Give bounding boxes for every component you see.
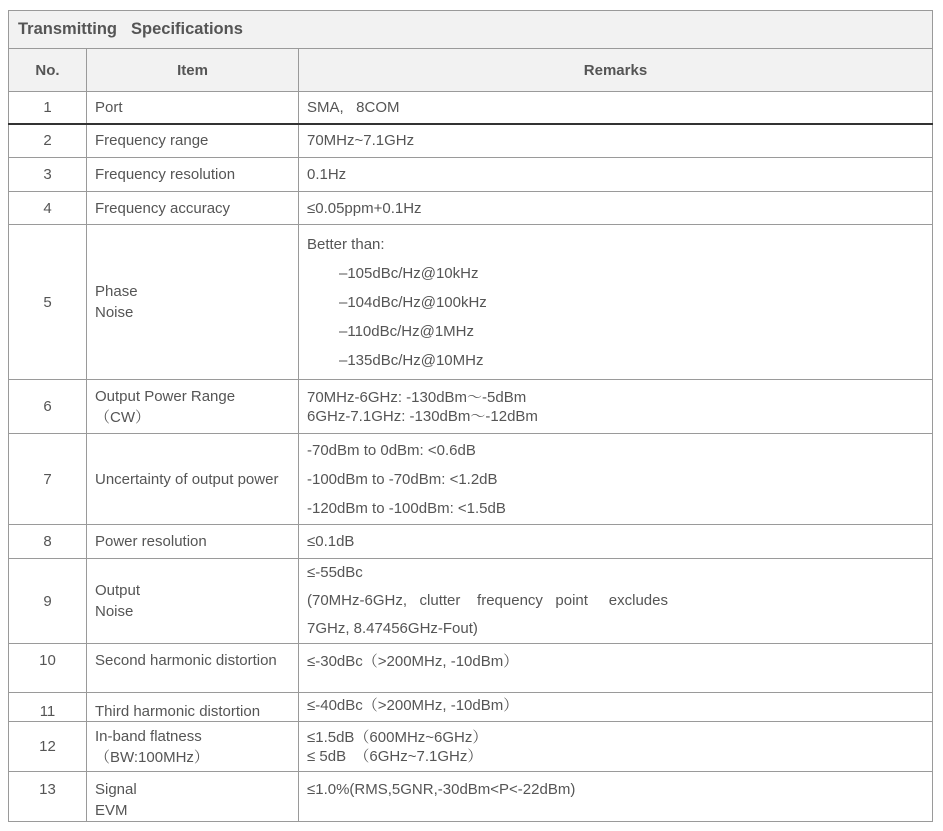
item-line: Frequency accuracy [95,199,231,217]
item-line: Output [95,582,141,599]
remark-line: 70MHz~7.1GHz [307,132,415,150]
item-line: （BW:100MHz） [95,748,209,766]
table-row [9,124,933,158]
remark-line: 70MHz-6GHz: -130dBm～-5dBm [307,388,527,406]
item-line: Frequency range [95,132,209,150]
remark-line: ≤1.5dB（600MHz~6GHz） [307,728,488,746]
table-row [9,559,933,644]
row-number: 9 [9,559,87,644]
row-number: 4 [9,192,87,225]
row-item [87,559,299,644]
item-line: Noise [95,304,134,321]
row-item [87,124,299,158]
table-row [9,225,933,380]
row-item [87,644,299,693]
row-number: 10 [9,644,87,693]
remark-line: Better than: [307,235,385,253]
item-line: Output Power Range [95,387,236,405]
specifications-table [8,10,933,822]
remark-line: -70dBm to 0dBm: <0.6dB [307,441,476,459]
remark-line: 0.1Hz [307,166,347,183]
row-item [87,693,299,722]
table-row [9,722,933,772]
item-line: Second harmonic distortion [95,652,277,669]
header-no: No. [9,49,87,92]
row-item [87,158,299,192]
row-number: 3 [9,158,87,192]
item-line: （CW） [95,408,150,426]
row-item [87,434,299,525]
row-number: 5 [9,225,87,380]
row-remarks [299,225,933,380]
row-item [87,225,299,380]
item-line: Frequency resolution [95,166,236,183]
item-line: Noise [95,603,134,620]
item-line: In-band flatness [95,727,202,745]
remark-line: ≤-55dBc [307,564,363,581]
remark-line: ≤-30dBc（>200MHz, -10dBm） [307,653,519,670]
table-row [9,158,933,192]
row-number: 12 [9,722,87,772]
table-row [9,693,933,722]
table-row [9,380,933,434]
row-number: 1 [9,92,87,124]
item-line: Signal [95,781,137,798]
table-row [9,772,933,822]
row-number: 13 [9,772,87,822]
row-number: 7 [9,434,87,525]
remark-line: SMA, 8COM [307,98,400,116]
item-line: Port [95,98,123,116]
remark-line: -120dBm to -100dBm: <1.5dB [307,499,506,517]
row-item [87,772,299,822]
table-row [9,192,933,225]
remark-line: –105dBc/Hz@10kHz [339,264,479,282]
header-row [9,49,933,92]
row-item [87,380,299,434]
row-remarks [299,722,933,772]
remark-line: ≤0.05ppm+0.1Hz [307,199,422,217]
remark-line: ≤1.0%(RMS,5GNR,-30dBm<P<-22dBm) [307,781,576,798]
remark-line: 6GHz-7.1GHz: -130dBm～-12dBm [307,407,538,425]
row-remarks [299,693,933,722]
row-remarks [299,772,933,822]
row-number: 2 [9,124,87,158]
table-row [9,92,933,124]
row-item [87,722,299,772]
row-remarks [299,92,933,124]
row-remarks [299,380,933,434]
table-row [9,525,933,559]
table-title-word2: Specifications [131,20,243,38]
row-item [87,525,299,559]
row-remarks [299,158,933,192]
row-remarks [299,525,933,559]
item-line: EVM [95,802,128,819]
item-line: Power resolution [95,533,207,550]
row-number: 8 [9,525,87,559]
row-item [87,92,299,124]
remark-line: –110dBc/Hz@1MHz [339,322,474,340]
table-title-word1: Transmitting [18,20,118,38]
item-line: Third harmonic distortion [95,703,261,720]
row-number: 6 [9,380,87,434]
row-remarks [299,192,933,225]
row-number: 11 [9,693,87,722]
row-remarks [299,124,933,158]
remark-line: -100dBm to -70dBm: <1.2dB [307,470,498,488]
header-remarks: Remarks [299,49,933,92]
item-line: Phase [95,283,138,300]
remark-line: ≤0.1dB [307,533,355,550]
item-line: Uncertainty of output power [95,470,279,488]
header-item: Item [87,49,299,92]
table-title [9,11,933,49]
remark-line: ≤-40dBc（>200MHz, -10dBm） [307,697,519,714]
remark-line: 7GHz, 8.47456GHz-Fout) [307,620,478,637]
row-remarks [299,434,933,525]
table-row [9,434,933,525]
row-remarks [299,559,933,644]
remark-line: ≤ 5dB （6GHz~7.1GHz） [307,747,483,765]
remark-line: –135dBc/Hz@10MHz [339,351,484,369]
table-row [9,644,933,693]
row-item [87,192,299,225]
row-remarks [299,644,933,693]
remark-line: (70MHz-6GHz, clutter frequency point excludes [307,592,668,609]
remark-line: –104dBc/Hz@100kHz [339,293,487,311]
